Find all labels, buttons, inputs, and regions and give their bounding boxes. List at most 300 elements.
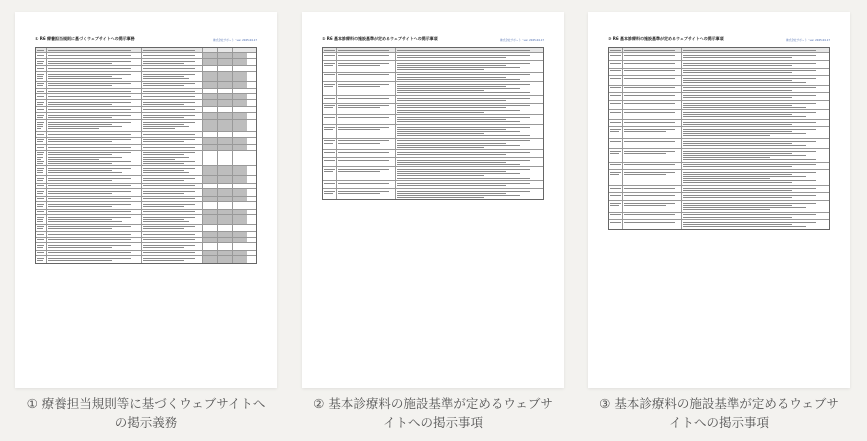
table-cell [233, 53, 247, 57]
text-line [48, 85, 112, 86]
table-cell [233, 72, 247, 81]
table-cell [47, 238, 142, 242]
text-line [143, 50, 195, 51]
text-line [610, 141, 621, 142]
text-line [397, 140, 531, 141]
table-cell [142, 189, 203, 196]
text-line [624, 195, 675, 196]
text-line [37, 55, 44, 56]
text-line [48, 104, 112, 105]
table-cell [142, 197, 203, 201]
table-cell [47, 210, 142, 214]
table-row [36, 202, 256, 210]
table-cell [142, 243, 203, 250]
table-cell [337, 73, 395, 82]
text-line [683, 174, 792, 175]
table-cell [323, 125, 337, 138]
text-line [624, 151, 675, 152]
table-cell [203, 72, 218, 81]
text-line [143, 63, 184, 64]
table-row [609, 163, 829, 171]
text-line [338, 160, 389, 161]
text-line [683, 176, 806, 177]
text-line [338, 183, 389, 184]
text-line [324, 55, 335, 56]
table-cell [682, 110, 829, 119]
table-row [609, 149, 829, 163]
text-line [143, 191, 195, 192]
text-line [683, 214, 817, 215]
text-line [48, 126, 122, 127]
table-cell [609, 149, 623, 162]
text-line [324, 152, 335, 153]
table-cell [218, 82, 233, 89]
text-line [48, 83, 131, 84]
table-cell [337, 167, 395, 180]
text-line [37, 61, 44, 62]
table-cell [623, 193, 681, 200]
text-line [48, 211, 131, 212]
caption-line: ③ 基本診療料の施設基準が定めるウェブサ [599, 396, 839, 411]
text-line [37, 154, 43, 155]
table-row [609, 139, 829, 149]
table-cell [623, 220, 681, 229]
table-cell [218, 59, 233, 66]
document-thumbnail-1[interactable] [15, 12, 277, 388]
text-line [338, 117, 389, 118]
table-cell [36, 225, 47, 232]
table-cell [36, 215, 47, 224]
text-line [683, 50, 817, 51]
text-line [48, 180, 112, 181]
text-line [324, 86, 333, 87]
table-cell [337, 139, 395, 150]
text-line [338, 127, 389, 128]
text-line [610, 112, 621, 113]
table-cell [218, 202, 233, 209]
text-line [37, 78, 43, 79]
table-cell [218, 176, 233, 183]
table-cell [142, 138, 203, 145]
table-cell [337, 61, 395, 72]
table-cell [218, 232, 233, 236]
table-row [609, 110, 829, 120]
table-cell [36, 100, 47, 107]
text-line [143, 85, 184, 86]
document-caption-3[interactable] [588, 394, 850, 432]
text-line [397, 191, 531, 192]
text-line [610, 195, 621, 196]
text-line [48, 128, 99, 129]
table-cell [142, 232, 203, 236]
table-row [609, 201, 829, 213]
text-line [683, 195, 817, 196]
table-row [36, 151, 256, 167]
table-cell [609, 101, 623, 110]
text-line [683, 151, 817, 152]
text-line [37, 198, 44, 199]
text-line [624, 131, 666, 132]
text-line [143, 211, 195, 212]
text-line [143, 245, 195, 246]
document-caption-2[interactable] [302, 394, 564, 432]
text-line [37, 83, 44, 84]
table-cell [323, 96, 337, 103]
text-line [683, 103, 817, 104]
document-meta: 株式会社サポート・ver. 2025.04.17 [786, 39, 830, 42]
table-row [609, 61, 829, 69]
text-line [143, 78, 189, 79]
text-line [48, 134, 131, 135]
table-row [323, 167, 543, 181]
table-cell [337, 181, 395, 188]
table-cell [142, 72, 203, 81]
table-cell [36, 202, 47, 209]
text-line [324, 98, 335, 99]
table-cell [36, 53, 47, 57]
text-line [37, 219, 43, 220]
text-line [48, 252, 131, 253]
text-line [143, 55, 195, 56]
text-line [397, 100, 506, 101]
text-line [37, 168, 44, 169]
table-row [323, 150, 543, 158]
table-cell [203, 132, 218, 136]
table-cell [142, 166, 203, 175]
text-line [397, 164, 520, 165]
table-row [323, 61, 543, 73]
text-line [37, 178, 44, 179]
table-cell [233, 120, 247, 131]
table-row [609, 220, 829, 229]
text-line [37, 96, 44, 97]
text-line [48, 124, 112, 125]
text-line [338, 86, 380, 87]
table-cell [609, 61, 623, 68]
text-line [143, 234, 195, 235]
text-line [397, 195, 520, 196]
text-line [143, 115, 195, 116]
table-cell [337, 189, 395, 200]
text-line [37, 157, 43, 158]
text-line [683, 207, 806, 208]
table-cell [47, 215, 142, 224]
table-cell [142, 202, 203, 209]
table-cell [233, 100, 247, 107]
text-line [324, 74, 335, 75]
text-line [683, 87, 817, 88]
text-line [37, 147, 44, 148]
text-line [683, 141, 817, 142]
table-cell [36, 251, 47, 255]
table-row [609, 53, 829, 61]
caption-line: ① 療養担当規則等に基づくウェブサイトへ [26, 396, 266, 411]
text-line [143, 163, 184, 164]
table-cell [609, 120, 623, 127]
table-cell [396, 48, 543, 52]
text-line [397, 112, 484, 113]
table-cell [47, 166, 142, 175]
text-line [397, 107, 506, 108]
table-cell [218, 215, 233, 224]
table-cell [142, 256, 203, 263]
text-line [683, 209, 770, 210]
table-cell [47, 225, 142, 232]
text-line [48, 239, 131, 240]
text-line [683, 143, 792, 144]
table-row [323, 104, 543, 116]
text-line [37, 191, 44, 192]
text-line [610, 174, 619, 175]
table-cell [203, 189, 218, 196]
text-line [143, 134, 195, 135]
table-cell [623, 86, 681, 93]
text-line [143, 147, 195, 148]
table-cell [623, 48, 681, 52]
text-line [338, 65, 380, 66]
caption-line: イトへの掲示事項 [382, 415, 483, 430]
text-line [338, 193, 380, 194]
text-line [143, 76, 184, 77]
text-line [324, 143, 333, 144]
table-cell [47, 202, 142, 209]
table-cell [203, 120, 218, 131]
table-row [609, 120, 829, 128]
document-caption-1[interactable] [15, 394, 277, 432]
text-line [610, 95, 621, 96]
text-line [683, 180, 817, 181]
table-cell [337, 158, 395, 167]
text-line [624, 122, 675, 123]
text-line [48, 117, 112, 118]
caption-line: ② 基本診療料の施設基準が定めるウェブサ [313, 396, 553, 411]
table-cell [47, 138, 142, 145]
table-cell [233, 66, 247, 70]
table-cell [218, 243, 233, 250]
table-cell [36, 66, 47, 70]
text-line [397, 57, 506, 58]
table-row [323, 181, 543, 189]
text-line [37, 128, 41, 129]
text-line [683, 131, 792, 132]
table-cell [36, 132, 47, 136]
text-line [48, 172, 122, 173]
table-cell [337, 150, 395, 157]
table-cell [47, 189, 142, 196]
text-line [48, 219, 112, 220]
text-line [610, 164, 621, 165]
table-cell [233, 197, 247, 201]
table-cell [609, 170, 623, 185]
table-cell [233, 251, 247, 255]
table-cell [218, 100, 233, 107]
text-line [397, 65, 506, 66]
text-line [683, 72, 792, 73]
text-line [610, 55, 621, 56]
table-cell [36, 256, 47, 263]
table-cell [47, 184, 142, 188]
text-line [610, 50, 621, 51]
text-line [397, 84, 531, 85]
text-line [37, 122, 44, 123]
table-cell [323, 189, 337, 200]
table-cell [142, 151, 203, 166]
text-line [143, 74, 195, 75]
text-line [48, 141, 112, 142]
table-cell [218, 89, 233, 93]
text-line [397, 129, 506, 130]
text-line [397, 173, 520, 174]
table-cell [396, 139, 543, 150]
text-line [37, 126, 43, 127]
table-cell [47, 59, 142, 66]
text-line [37, 115, 44, 116]
text-line [624, 172, 675, 173]
text-line [48, 63, 112, 64]
table-row [609, 86, 829, 94]
text-line [683, 57, 792, 58]
table-cell [233, 176, 247, 183]
table-row [609, 213, 829, 221]
table-cell [36, 176, 47, 183]
table-cell [203, 59, 218, 66]
text-line [48, 152, 131, 153]
table-cell [233, 138, 247, 145]
document-page [35, 34, 257, 370]
table-cell [682, 220, 829, 229]
text-line [397, 77, 506, 78]
table-cell [47, 100, 142, 107]
text-line [48, 74, 131, 75]
text-line [143, 83, 195, 84]
text-line [324, 107, 333, 108]
table-cell [36, 232, 47, 236]
text-line [48, 178, 131, 179]
caption-line: イトへの掲示事項 [668, 415, 769, 430]
table-cell [233, 145, 247, 149]
table-cell [203, 215, 218, 224]
text-line [37, 234, 44, 235]
text-line [397, 79, 520, 80]
text-line [624, 50, 675, 51]
text-line [324, 105, 335, 106]
table-cell [623, 201, 681, 212]
table-cell [142, 59, 203, 66]
table-cell [682, 120, 829, 127]
table-cell [203, 151, 218, 166]
text-line [397, 145, 520, 146]
table-row [609, 101, 829, 111]
text-line [143, 219, 184, 220]
text-line [397, 69, 484, 70]
table-row [36, 243, 256, 251]
text-line [683, 63, 817, 64]
table-cell [323, 150, 337, 157]
text-line [624, 78, 675, 79]
text-line [683, 145, 806, 146]
table-cell [203, 48, 218, 52]
text-line [48, 226, 131, 227]
text-line [624, 164, 675, 165]
text-line [624, 70, 675, 71]
table-cell [609, 193, 623, 200]
text-line [143, 157, 189, 158]
table-row [609, 69, 829, 77]
text-line [624, 112, 675, 113]
table-cell [218, 256, 233, 263]
text-line [37, 141, 43, 142]
table-cell [623, 69, 681, 76]
text-line [610, 188, 621, 189]
text-line [683, 224, 792, 225]
text-line [37, 76, 43, 77]
table-row [36, 113, 256, 121]
table-cell [233, 151, 247, 166]
table-cell [323, 104, 337, 115]
document-thumbnail-2[interactable] [302, 12, 564, 388]
table-cell [218, 66, 233, 70]
table-cell [218, 72, 233, 81]
table-row [323, 125, 543, 139]
text-line [324, 160, 335, 161]
table-cell [609, 127, 623, 138]
text-line [683, 135, 770, 136]
table-cell [47, 151, 142, 166]
table-cell [396, 167, 543, 180]
table-cell [233, 210, 247, 214]
text-line [324, 191, 335, 192]
text-line [624, 203, 675, 204]
text-line [683, 70, 817, 71]
text-line [143, 228, 184, 229]
table-cell [203, 197, 218, 201]
table-row [609, 193, 829, 201]
document-meta: 株式会社サポート・ver. 2025.04.17 [213, 39, 257, 42]
text-line [338, 191, 389, 192]
text-line [324, 183, 335, 184]
table-cell [203, 202, 218, 209]
text-line [338, 74, 389, 75]
text-line [610, 129, 621, 130]
table-cell [47, 176, 142, 183]
text-line [624, 174, 666, 175]
document-thumbnail-3[interactable] [588, 12, 850, 388]
table-cell [36, 166, 47, 175]
table-cell [323, 181, 337, 188]
table-cell [682, 48, 829, 52]
table-cell [218, 151, 233, 166]
text-line [37, 63, 43, 64]
text-line [610, 153, 619, 154]
table-cell [36, 238, 47, 242]
text-line [338, 84, 389, 85]
table-cell [36, 72, 47, 81]
table-cell [36, 151, 47, 166]
text-line [143, 68, 195, 69]
table-cell [396, 61, 543, 72]
table-cell [203, 243, 218, 250]
text-line [37, 172, 43, 173]
text-line [683, 182, 792, 183]
text-line [610, 214, 621, 215]
table-row [36, 100, 256, 108]
table-cell [203, 100, 218, 107]
text-line [397, 55, 531, 56]
text-line [48, 61, 131, 62]
table-cell [142, 176, 203, 183]
table-cell [218, 210, 233, 214]
text-line [48, 234, 131, 235]
